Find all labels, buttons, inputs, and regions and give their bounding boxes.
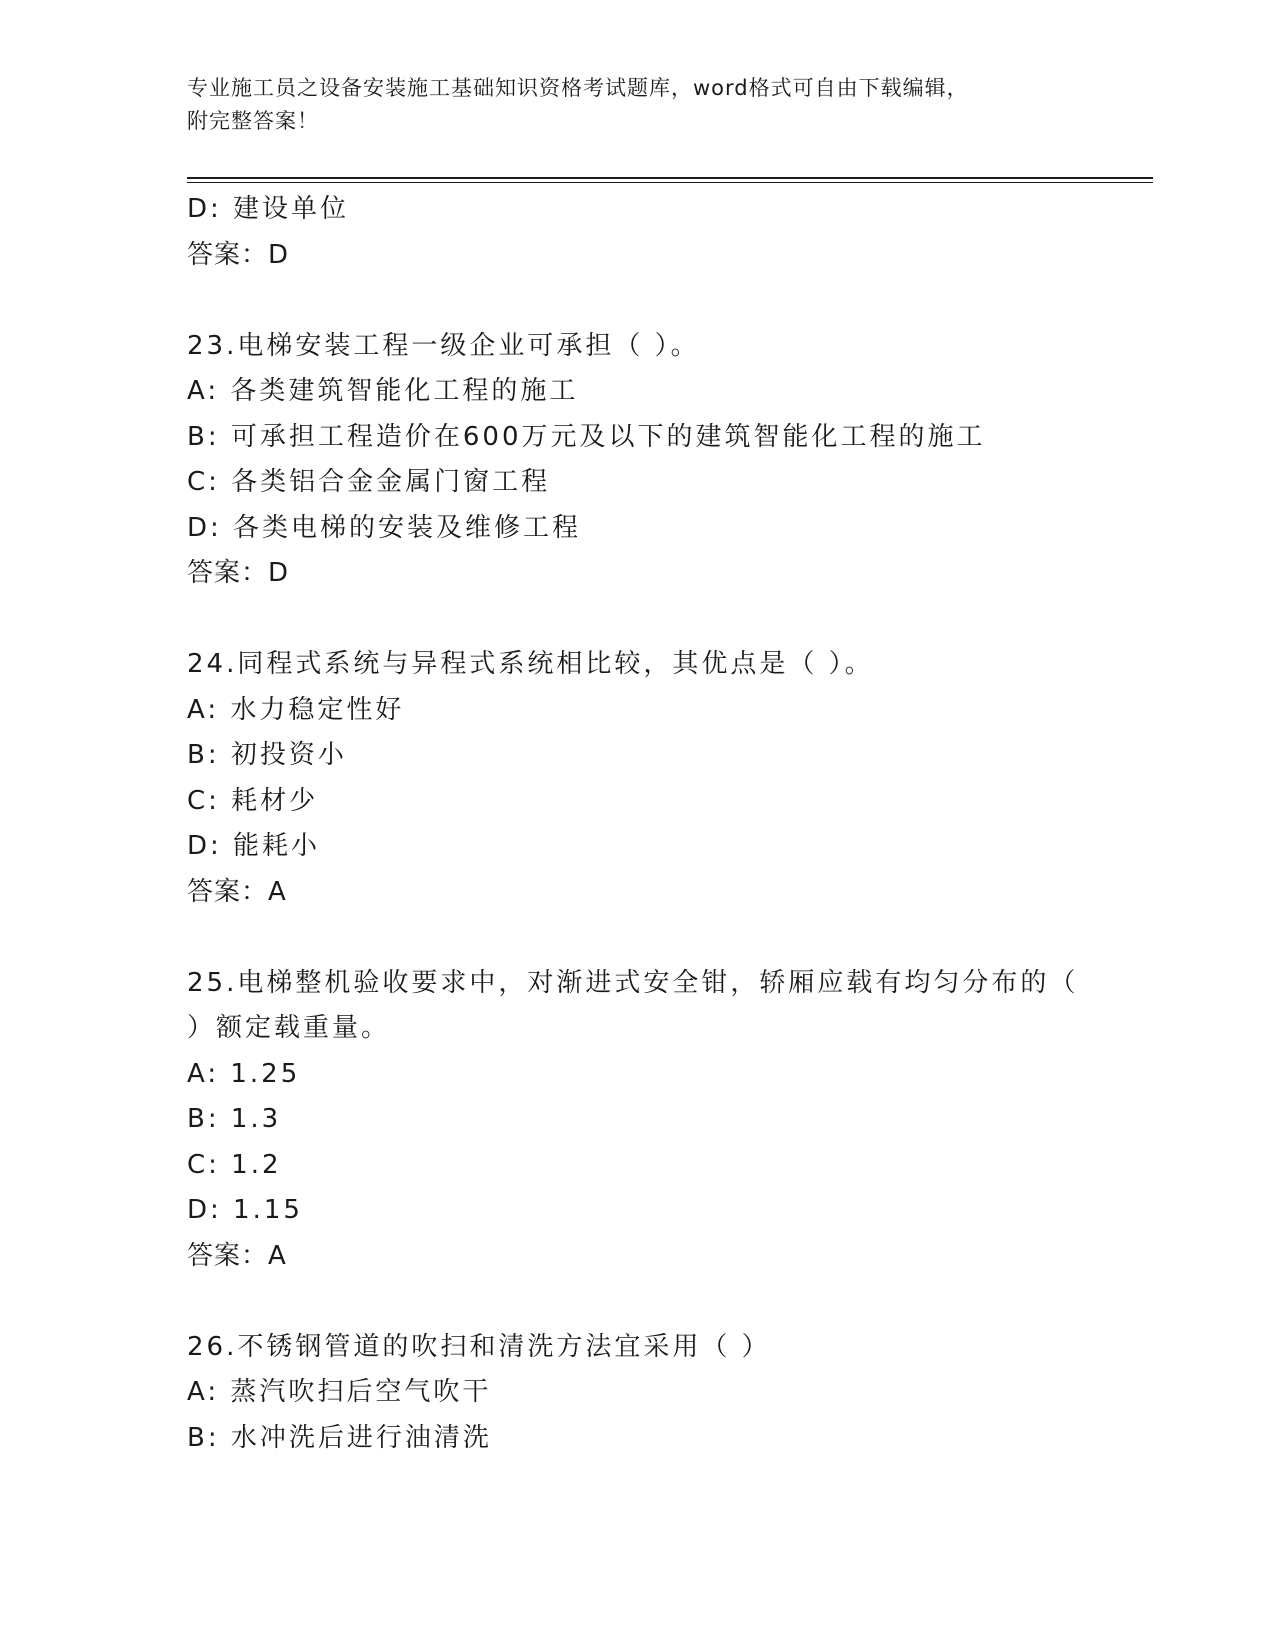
option-d: D: 各类电梯的安装及维修工程 bbox=[187, 512, 582, 543]
spacer bbox=[187, 915, 1087, 961]
option-b: B: 初投资小 bbox=[187, 740, 347, 770]
option-c: C: 1.2 bbox=[187, 1149, 282, 1180]
option-b: B: 1.3 bbox=[187, 1104, 282, 1134]
option-d: D: 建设单位 bbox=[187, 194, 350, 224]
option-b: B: 水冲洗后进行油清洗 bbox=[187, 1422, 492, 1453]
option-a: A: 各类建筑智能化工程的施工 bbox=[187, 376, 579, 406]
option-c: C: 各类铝合金金属门窗工程 bbox=[187, 467, 551, 497]
option-a: A: 蒸汽吹扫后空气吹干 bbox=[187, 1377, 492, 1407]
header-divider bbox=[187, 177, 1153, 183]
option-c: C: 耗材少 bbox=[187, 785, 319, 816]
document-header bbox=[187, 72, 1087, 138]
option-d: D: 1.15 bbox=[187, 1195, 303, 1225]
header-line-1: 专业施工员之设备安装施工基础知识资格考试题库，word格式可自由下载编辑， bbox=[187, 76, 969, 100]
answer-line: 答案：D bbox=[187, 558, 290, 588]
spacer bbox=[187, 278, 1087, 324]
question-block-25 bbox=[187, 961, 1087, 1280]
question-text: 25.电梯整机验收要求中，对渐进式安全钳，轿厢应载有均匀分布的（ bbox=[187, 967, 1079, 998]
question-text-continued: ）额定载重量。 bbox=[187, 1013, 391, 1043]
option-a: A: 水力稳定性好 bbox=[187, 694, 405, 725]
question-text: 23.电梯安装工程一级企业可承担（ ）。 bbox=[187, 330, 700, 361]
question-block-24 bbox=[187, 642, 1087, 915]
question-block-22-tail bbox=[187, 187, 1087, 278]
document-body bbox=[187, 187, 1087, 1461]
question-block-26 bbox=[187, 1325, 1087, 1462]
answer-line: 答案：A bbox=[187, 1240, 287, 1271]
question-block-23 bbox=[187, 324, 1087, 597]
option-b: B: 可承担工程造价在600万元及以下的建筑智能化工程的施工 bbox=[187, 421, 986, 452]
spacer bbox=[187, 597, 1087, 643]
answer-line: 答案：D bbox=[187, 239, 290, 270]
option-d: D: 能耗小 bbox=[187, 831, 321, 861]
answer-line: 答案：A bbox=[187, 876, 287, 907]
question-text: 24.同程式系统与异程式系统相比较，其优点是（ ）。 bbox=[187, 649, 874, 679]
option-a: A: 1.25 bbox=[187, 1058, 301, 1089]
question-text: 26.不锈钢管道的吹扫和清洗方法宜采用（ ） bbox=[187, 1331, 771, 1362]
header-line-2: 附完整答案！ bbox=[187, 109, 319, 133]
spacer bbox=[187, 1279, 1087, 1325]
